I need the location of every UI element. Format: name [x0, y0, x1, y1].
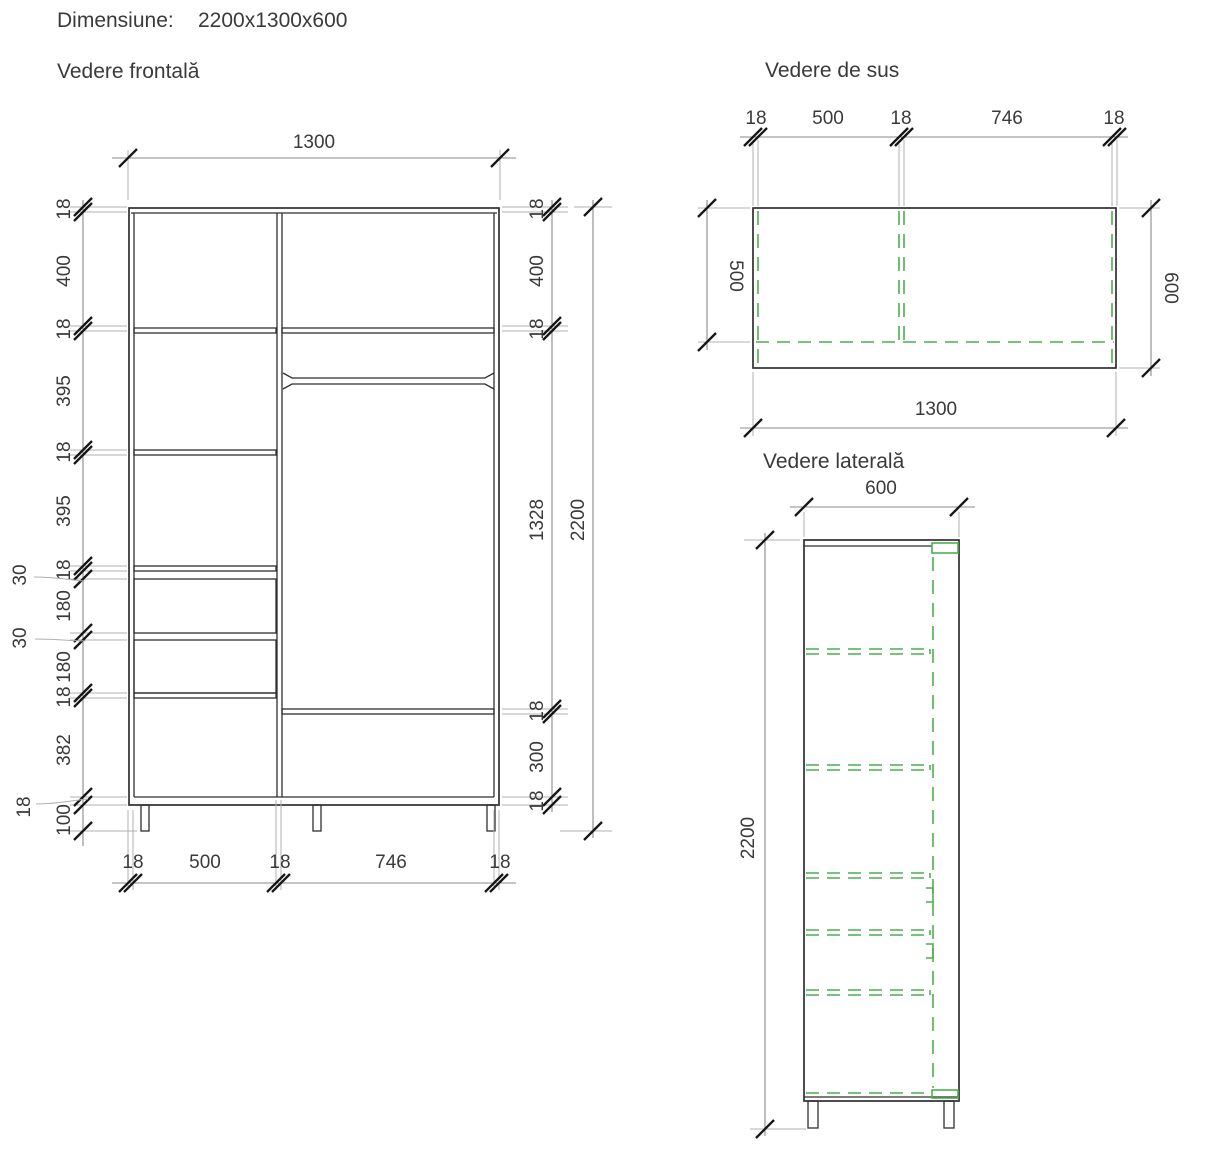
- top-left-depth-dimension: [698, 199, 750, 351]
- front-right-dim-1328: 1328: [527, 498, 548, 542]
- front-left-dimension-chain: [10, 198, 137, 846]
- side-view-title: Vedere laterală: [763, 450, 905, 473]
- top-dim-746: 746: [991, 108, 1023, 129]
- shelf-left-1: [134, 328, 276, 333]
- top-right-depth-dimension: [1119, 199, 1181, 377]
- side-drawer-slide-2: [926, 944, 933, 958]
- side-depth-dimension: [790, 478, 975, 537]
- front-view: [10, 60, 612, 892]
- front-leader-18: 18: [14, 796, 35, 818]
- front-bottom-dimension-chain: [112, 800, 516, 892]
- dimension-label: Dimensiune:: [57, 9, 174, 32]
- front-left-dim-18b: 18: [54, 318, 75, 340]
- front-right-dim-18b: 18: [527, 318, 548, 340]
- front-leg-left: [141, 805, 149, 831]
- side-view: [738, 450, 975, 1138]
- front-right-dim-300: 300: [527, 741, 548, 773]
- front-width-label: 1300: [292, 132, 336, 153]
- shelf-right-top: [282, 328, 494, 333]
- top-dim-500: 500: [812, 108, 844, 129]
- front-height-label: 2200: [568, 498, 589, 542]
- front-left-dim-18c: 18: [54, 441, 75, 463]
- shelf-left-2: [134, 450, 276, 455]
- front-right-dim-18c: 18: [527, 700, 548, 722]
- front-bottom-dim-18c: 18: [489, 852, 511, 873]
- side-leg-front: [944, 1101, 954, 1128]
- front-right-dimension-chain: [502, 198, 612, 840]
- top-dim-18b: 18: [890, 108, 912, 129]
- top-dim-18c: 18: [1103, 108, 1125, 129]
- side-leg-back: [808, 1101, 818, 1128]
- front-left-dim-180b: 180: [54, 651, 75, 683]
- front-left-dim-395a: 395: [54, 375, 75, 407]
- side-depth-600-label: 600: [865, 478, 897, 499]
- top-depth-500-label: 500: [725, 260, 746, 292]
- front-right-dim-18a: 18: [527, 198, 548, 220]
- front-right-dim-400: 400: [527, 255, 548, 287]
- top-width-dimension-chain: [740, 108, 1128, 206]
- top-view-title: Vedere de sus: [765, 59, 900, 82]
- front-cabinet-body: [129, 208, 499, 831]
- shelf-left-4: [134, 693, 276, 698]
- side-drawer-slide-1: [926, 888, 933, 902]
- drawer-front-2: [134, 640, 276, 693]
- front-leader-30a: 30: [10, 564, 31, 586]
- top-depth-600-label: 600: [1160, 272, 1181, 304]
- front-view-title: Vedere frontală: [57, 60, 200, 83]
- front-left-dim-180a: 180: [54, 590, 75, 622]
- front-left-dim-18d: 18: [54, 559, 75, 581]
- hanging-rod: [283, 373, 494, 389]
- shelf-right-bottom: [282, 709, 494, 714]
- front-bottom-dim-18a: 18: [122, 852, 144, 873]
- front-bottom-dim-746: 746: [375, 852, 407, 873]
- front-bottom-dim-500: 500: [189, 852, 221, 873]
- side-door-top-edge: [932, 543, 958, 553]
- front-right-dim-18d: 18: [527, 790, 548, 812]
- side-height-2200-label: 2200: [738, 816, 759, 860]
- side-hidden-shelves: [806, 649, 930, 1093]
- front-left-dim-18a: 18: [54, 198, 75, 220]
- front-top-dimension: [112, 132, 516, 200]
- dimension-value: 2200x1300x600: [198, 9, 348, 32]
- header: [57, 9, 347, 32]
- front-leader-30b: 30: [10, 627, 31, 649]
- front-left-dim-18e: 18: [54, 686, 75, 708]
- top-view: [698, 59, 1181, 437]
- front-leg-middle: [313, 805, 321, 831]
- front-left-dim-395b: 395: [54, 495, 75, 527]
- top-cabinet-body: [753, 208, 1116, 368]
- top-width-1300-label: 1300: [914, 399, 958, 420]
- front-left-dim-400: 400: [54, 255, 75, 287]
- shelf-left-3: [134, 566, 276, 571]
- side-cabinet-body: [804, 540, 959, 1128]
- front-bottom-dim-18b: 18: [269, 852, 291, 873]
- top-bottom-width-dimension: [740, 372, 1128, 437]
- front-left-dim-100: 100: [54, 804, 75, 836]
- side-height-dimension: [738, 531, 806, 1138]
- top-dim-18a: 18: [745, 108, 767, 129]
- drawer-front-1: [134, 579, 276, 633]
- front-left-dim-382: 382: [54, 734, 75, 766]
